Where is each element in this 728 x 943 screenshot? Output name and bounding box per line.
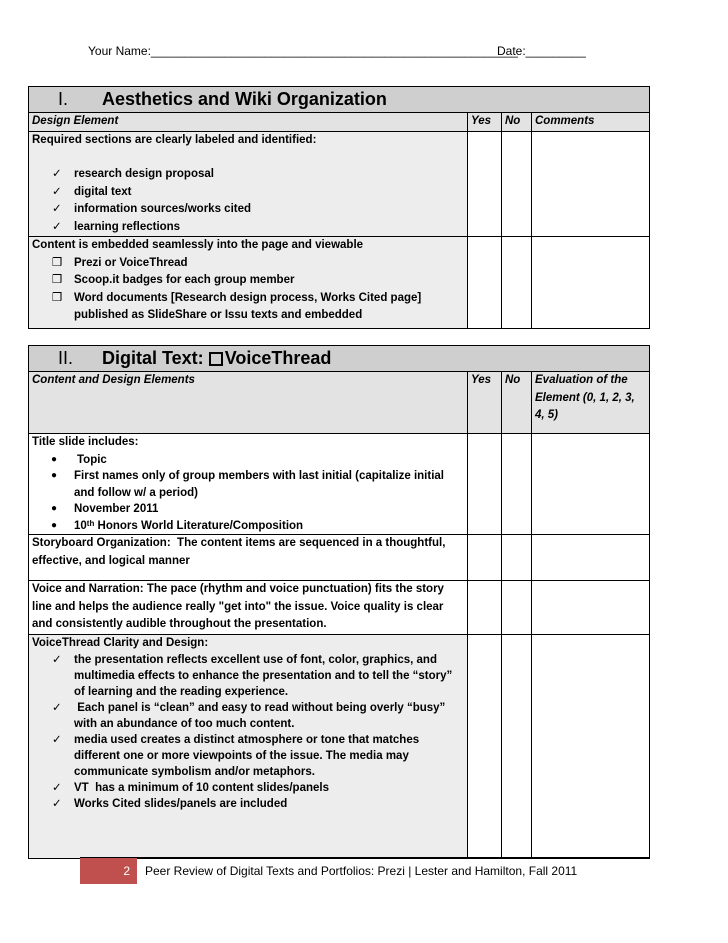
list-item: ● 10th Honors World Literature/Composition	[32, 518, 464, 535]
list-item: ✓ media used creates a distinct atmosphere or tone that matches different one or more viewpoints of the issue. The media may communicate symbolism and/or metaphors.	[52, 734, 420, 778]
clarity-design-cell	[29, 634, 468, 858]
footer-divider	[80, 857, 650, 858]
checkmark-icon: ✓	[52, 220, 62, 233]
checkmark-icon: ✓	[52, 798, 62, 810]
title-slide-cell	[29, 434, 468, 535]
title-slide-list	[32, 452, 464, 535]
bullet-icon: ●	[51, 470, 58, 481]
list-item: ● First names only of group members with last initial (capitalize initial and follow w/ a period)	[51, 470, 444, 499]
row-heading: Title slide includes:	[32, 436, 139, 448]
voice-text: The pace (rhythm and voice punctuation) fits the story line and helps the audience really "get into" the issue. Voice quality is clear and consistently audible throughout the presentation.	[32, 583, 448, 630]
yes-cell[interactable]	[468, 581, 502, 635]
no-cell[interactable]	[502, 131, 532, 237]
table-row	[29, 634, 650, 858]
list-item: ✓ digital text	[32, 184, 464, 202]
yes-cell[interactable]	[468, 535, 502, 581]
table-row	[29, 581, 650, 635]
col-header-yes: Yes	[468, 372, 502, 434]
list-item: ✓ the presentation reflects excellent use of font, color, graphics, and multimedia effects to enhance the presentation and to tell the “story” of learning and the reading experience.	[52, 654, 453, 698]
checkmark-icon: ✓	[52, 702, 62, 714]
yes-cell[interactable]	[468, 131, 502, 237]
col-header-no: No	[502, 372, 532, 434]
col-header-yes: Yes	[468, 113, 502, 132]
row-heading: VoiceThread Clarity and Design:	[32, 636, 209, 649]
table-row	[29, 434, 650, 535]
evaluation-cell[interactable]	[532, 434, 650, 535]
list-item: ● Topic	[32, 452, 464, 469]
list-item: ✓ information sources/works cited	[32, 201, 464, 219]
col-header-comments: Comments	[532, 113, 650, 132]
section-2-numeral: II.	[58, 347, 74, 368]
date-field-line: Date:_________	[497, 44, 586, 58]
checkbox-icon: ❒	[52, 291, 63, 304]
list-item: ❒ Prezi or VoiceThread	[32, 255, 464, 273]
section-1-numeral: I.	[58, 88, 69, 109]
voice-narration-cell	[29, 581, 468, 635]
yes-cell[interactable]	[468, 434, 502, 535]
no-cell[interactable]	[502, 535, 532, 581]
comments-cell[interactable]	[532, 237, 650, 329]
clarity-design-list	[32, 652, 464, 812]
no-cell[interactable]	[502, 434, 532, 535]
table-row	[29, 535, 650, 581]
list-item: ✓ research design proposal	[32, 166, 464, 184]
col-header-evaluation: Evaluation of the Element (0, 1, 2, 3, 4, 5)	[532, 372, 650, 434]
checkmark-icon: ✓	[52, 203, 62, 215]
section-2-title: Digital Text:	[102, 347, 209, 368]
section-2-header	[29, 346, 650, 372]
section-1-column-headers	[29, 113, 650, 132]
row-heading: Content is embedded seamlessly into the page and viewable	[32, 239, 364, 251]
storyboard-cell	[29, 535, 468, 581]
section-1-header	[29, 87, 650, 113]
name-field-line: Your Name:_______________________________________________________	[88, 44, 518, 58]
col-header-no: No	[502, 113, 532, 132]
checkmark-icon: ✓	[52, 185, 62, 198]
list-item: ✓ VT has a minimum of 10 content slides/panels	[52, 782, 329, 794]
checkbox-icon: ❒	[52, 274, 63, 286]
section-2-column-headers	[29, 372, 650, 434]
yes-cell[interactable]	[468, 634, 502, 858]
required-sections-list	[32, 166, 464, 236]
section-1-title: Aesthetics and Wiki Organization	[102, 88, 387, 109]
list-item: ❒ Word documents [Research design process, Works Cited page] published as SlideShare or Issu texts and embedded	[52, 291, 422, 321]
storyboard-label: Storyboard Organization:	[32, 537, 171, 549]
checkmark-icon: ✓	[52, 734, 62, 746]
no-cell[interactable]	[502, 581, 532, 635]
list-item: ● November 2011	[32, 501, 464, 518]
section-1-table	[28, 86, 650, 329]
checkbox-icon	[209, 352, 223, 366]
evaluation-cell[interactable]	[532, 581, 650, 635]
list-item: ✓ Works Cited slides/panels are included	[52, 798, 288, 810]
table-row	[29, 237, 650, 329]
bullet-icon: ●	[51, 503, 58, 514]
required-sections-cell	[29, 131, 468, 237]
bullet-icon: ●	[51, 519, 58, 531]
evaluation-cell[interactable]	[532, 535, 650, 581]
yes-cell[interactable]	[468, 237, 502, 329]
footer-text: Peer Review of Digital Texts and Portfolios: Prezi | Lester and Hamilton, Fall 2011	[145, 864, 578, 878]
row-heading: Required sections are clearly labeled and identified:	[32, 133, 317, 146]
no-cell[interactable]	[502, 634, 532, 858]
list-item: ❒ Scoop.it badges for each group member	[32, 272, 464, 290]
voice-label: Voice and Narration:	[32, 583, 144, 595]
comments-cell[interactable]	[532, 131, 650, 237]
no-cell[interactable]	[502, 237, 532, 329]
checkmark-icon: ✓	[52, 782, 62, 794]
section-2-title-suffix: VoiceThread	[224, 347, 332, 368]
bullet-icon: ●	[51, 453, 58, 465]
checkbox-icon: ❒	[52, 256, 63, 269]
table-row	[29, 131, 650, 237]
checkmark-icon: ✓	[52, 654, 62, 666]
list-item: ✓ learning reflections	[32, 219, 464, 237]
col-header-content-design: Content and Design Elements	[29, 372, 468, 434]
embedded-content-list	[32, 255, 464, 325]
col-header-design-element: Design Element	[29, 113, 468, 132]
checkmark-icon: ✓	[52, 168, 62, 180]
embedded-content-cell	[29, 237, 468, 329]
list-item: ✓ Each panel is “clean” and easy to read without being overly “busy” with an abundance of too much content.	[52, 702, 449, 730]
evaluation-cell[interactable]	[532, 634, 650, 858]
section-2-table	[28, 345, 650, 859]
storyboard-text: The content items are sequenced in a thoughtful, effective, and logical manner	[32, 537, 449, 567]
page-number: 2	[80, 858, 137, 884]
